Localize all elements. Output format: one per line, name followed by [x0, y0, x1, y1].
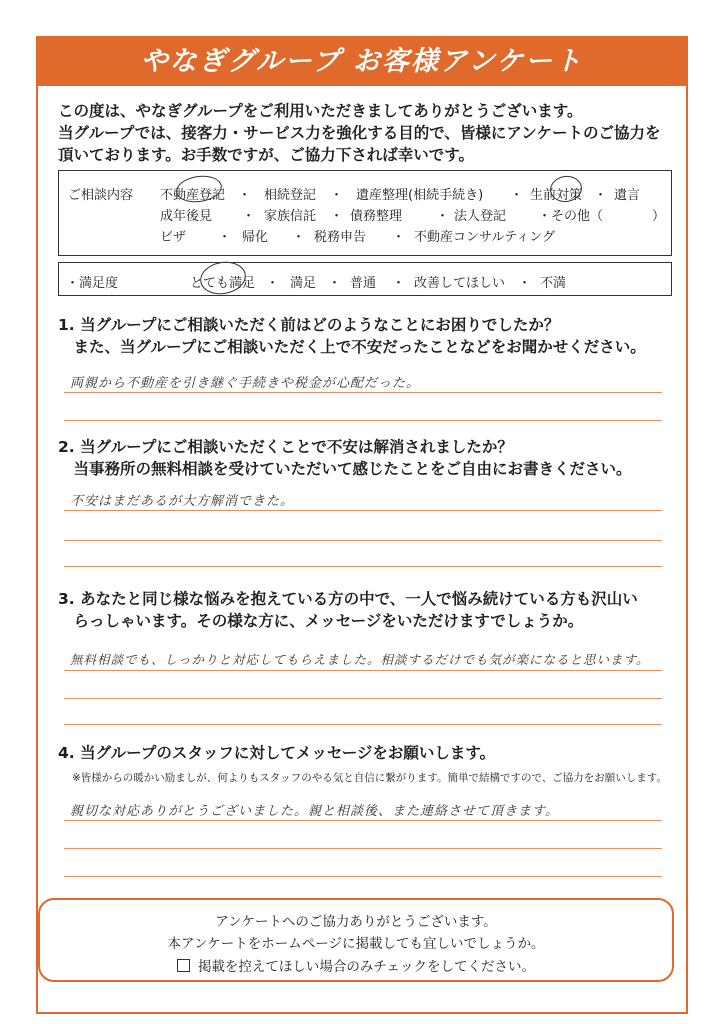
option-visa[interactable]: ビザ [160, 230, 187, 245]
separator: ・ [330, 209, 344, 224]
question-4-note: ※皆様からの暖かい励ましが、何よりもスタッフのやる気と自信に繋がります。簡単で結構ですので、ご協力をお願いします。 [72, 772, 667, 784]
answer-line [64, 392, 662, 393]
option-family-trust[interactable]: 家族信託 [264, 209, 317, 224]
question-text: また、当グループにご相談いただく上で不安だったことなどをお聞かせください。 [58, 338, 646, 356]
option-debt-consolidation[interactable]: 債務整理 [350, 209, 403, 224]
answer-line [64, 540, 662, 541]
separator: ・ [510, 188, 524, 203]
satisfaction-needs-improvement[interactable]: 改善してほしい [414, 276, 506, 291]
separator: ・ [518, 276, 532, 291]
answer-line [64, 820, 662, 821]
other-close-paren: ） [652, 209, 666, 224]
footer-checkbox-label: 掲載を控えてほしい場合のみチェックをしてください。 [197, 959, 536, 975]
intro-text [58, 100, 678, 166]
option-naturalization[interactable]: 帰化 [242, 230, 269, 245]
answer-line [64, 876, 662, 877]
separator: ・ [594, 188, 608, 203]
question-text: 1. 当グループにご相談いただく前はどのようなことにお困りでしたか？ [58, 316, 560, 334]
answer-1[interactable]: 両親から不動産を引き継ぐ手続きや税金が心配だった。 [70, 376, 421, 391]
page-title: やなぎグループ お客様アンケート [140, 46, 584, 77]
footer-box [38, 898, 674, 982]
answer-line [64, 510, 662, 511]
option-real-estate-consulting[interactable]: 不動産コンサルティング [414, 230, 556, 245]
option-adult-guardianship[interactable]: 成年後見 [160, 209, 213, 224]
separator: ・ [392, 230, 406, 245]
satisfaction-neutral[interactable]: 普通 [350, 276, 377, 291]
question-text: 当事務所の無料相談を受けていただいて感じたことをご自由にお書きください。 [58, 460, 632, 478]
question-3 [58, 588, 638, 632]
answer-4[interactable]: 親切な対応ありがとうございました。親と相談後、また連絡させて頂きます。 [70, 804, 559, 819]
separator: ・ [328, 276, 342, 291]
question-text: 2. 当グループにご相談いただくことで不安は解消されましたか？ [58, 438, 513, 456]
intro-line: 当グループでは、接客力・サービス力を強化する目的で、皆様にアンケートのご協力を [58, 124, 661, 142]
answer-line [64, 420, 662, 421]
satisfaction-dissatisfied[interactable]: 不満 [540, 276, 567, 291]
separator: ・ [266, 276, 280, 291]
option-corporate-registration[interactable]: 法人登記 [454, 209, 507, 224]
footer-permission-question: 本アンケートをホームページに掲載しても宜しいでしょうか。 [167, 936, 545, 952]
answer-line [64, 724, 662, 725]
question-text: 4. 当グループのスタッフに対してメッセージをお願いします。 [58, 744, 496, 762]
question-2 [58, 436, 632, 480]
intro-line: この度は、やなぎグループをご利用いただきましてありがとうございます。 [58, 102, 583, 120]
separator: ・ [218, 230, 232, 245]
option-estate-settlement[interactable]: 遺産整理(相続手続き) [356, 188, 484, 203]
option-will[interactable]: 遺言 [614, 188, 641, 203]
answer-3[interactable]: 無料相談でも、しっかりと対応してもらえました。相談するだけでも気が楽になると思います。 [70, 652, 650, 667]
separator: ・ [242, 209, 256, 224]
option-other[interactable]: ・その他（ [538, 209, 604, 224]
separator: ・ [292, 230, 306, 245]
answer-line [64, 566, 662, 567]
answer-line [64, 698, 662, 699]
question-text: 3. あなたと同じ様な悩みを抱えている方の中で、一人で悩み続けている方も沢山い [58, 590, 638, 608]
option-tax-return[interactable]: 税務申告 [314, 230, 367, 245]
satisfaction-satisfied[interactable]: 満足 [290, 276, 317, 291]
option-real-estate-registration[interactable]: 不動産登記 [160, 188, 226, 203]
checkbox-icon[interactable] [177, 959, 190, 972]
intro-line: 頂いております。お手数ですが、ご協力下されば幸いです。 [58, 146, 475, 164]
question-text: らっしゃいます。その様な方に、メッセージをいただけますでしょうか。 [58, 612, 584, 630]
answer-line [64, 670, 662, 671]
separator: ・ [392, 276, 406, 291]
satisfaction-label: ・満足度 [66, 276, 119, 291]
satisfaction-very-satisfied[interactable]: とても満足 [190, 276, 256, 291]
separator: ・ [238, 188, 252, 203]
option-pre-death-planning[interactable]: 生前対策 [530, 188, 583, 203]
question-1 [58, 314, 646, 358]
question-4 [58, 742, 495, 764]
separator: ・ [330, 188, 344, 203]
consultation-label: ご相談内容 [68, 188, 134, 203]
separator: ・ [436, 209, 450, 224]
option-inheritance-registration[interactable]: 相続登記 [264, 188, 317, 203]
footer-thanks: アンケートへのご協力ありがとうございます。 [215, 914, 497, 930]
footer-checkbox-row[interactable] [40, 955, 672, 975]
answer-2[interactable]: 不安はまだあるが大方解消できた。 [70, 494, 295, 509]
answer-line [64, 848, 662, 849]
